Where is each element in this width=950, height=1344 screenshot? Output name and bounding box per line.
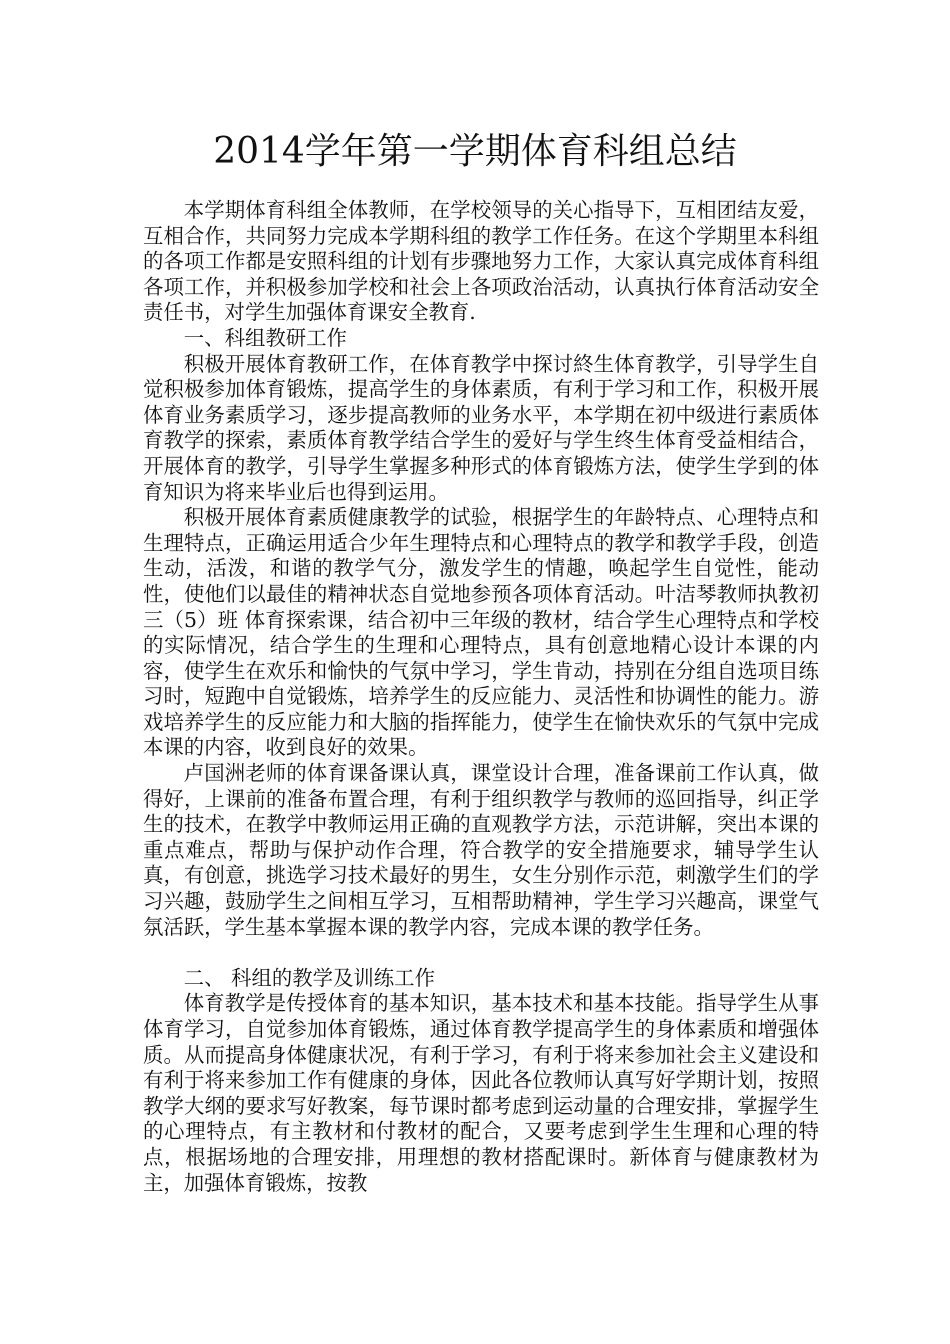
- research-paragraph-2: 积极开展体育素质健康教学的试验，根据学生的年龄特点、心理特点和生理特点，正确运用适合少年生理特点和心理特点的教学和教学手段，创造生动，活泼，和谐的教学气分，激发学生的情趣，唤起学生自觉性，能动性，使他们以最佳的精神状态自觉地参预各项体育活动。叶洁琴教师执教初三（5）班 体育探索课，结合初中三年级的教材，结合学生心理特点和学校的实际情况，结合学生的生理和心理特点，具有创意地精心设计本课的内容，使学生在欢乐和愉快的气氛中学习，学生肯动，持别在分组自选项目练习时，短跑中自觉锻炼，培养学生的反应能力、灵活性和协调性的能力。游戏培养学生的反应能力和大脑的指挥能力，使学生在愉快欢乐的气氛中完成本课的内容，收到良好的效果。: [143, 505, 819, 760]
- research-paragraph-3: 卢国洲老师的体育课备课认真，课堂设计合理，准备课前工作认真，做得好，上课前的准备布置合理，有利于组织教学与教师的巡回指导，纠正学生的技术，在教学中教师运用正确的直观教学方法，示范讲解，突出本课的重点难点，帮助与保护动作合理，符合教学的安全措施要求，辅导学生认真，有创意，挑选学习技术最好的男生，女生分别作示范，刺激学生们的学习兴趣，鼓励学生之间相互学习，互相帮助精神，学生学习兴趣高，课堂气氛活跃，学生基本掌握本课的教学内容，完成本课的教学任务。: [143, 761, 819, 939]
- document-body: [143, 198, 819, 1196]
- teaching-paragraph-1: 体育教学是传授体育的基本知识，基本技术和基本技能。指导学生从事体育学习，自觉参加体育锻炼，通过体育教学提高学生的身体素质和增强体质。从而提高身体健康状况，有利于学习，有利于将来参加社会主义建设和有利于将来参加工作有健康的身体，因此各位教师认真写好学期计划，按照教学大纲的要求写好教案，每节课时都考虑到运动量的合理安排，掌握学生的心理特点，有主教材和付教材的配合，又要考虑到学生生理和心理的特点，根据场地的合理安排，用理想的教材搭配课时。新体育与健康教材为主，加强体育锻炼，按教: [143, 991, 819, 1195]
- intro-paragraph: 本学期体育科组全体教师，在学校领导的关心指导下，互相团结友爱，互相合作，共同努力完成本学期科组的教学工作任务。在这个学期里本科组的各项工作都是安照科组的计划有步骤地努力工作，大家认真完成体育科组各项工作，并积极参加学校和社会上各项政治活动，认真执行体育活动安全责任书，对学生加强体育课安全教育.: [143, 198, 819, 325]
- research-paragraph-1: 积极开展体育教研工作，在体育教学中探讨終生体育教学，引导学生自觉积极参加体育锻炼，提高学生的身体素质，有利于学习和工作，积极开展体育业务素质学习，逐步提高教师的业务水平，本学期在初中级进行素质体育教学的探索，素质体育教学结合学生的爱好与学生终生体育受益相结合，开展体育的教学，引导学生掌握多种形式的体育锻炼方法，使学生学到的体育知识为将来毕业后也得到运用。: [143, 351, 819, 504]
- paragraph-gap: [143, 940, 819, 966]
- section-heading-2: 二、 科组的教学及训练工作: [183, 965, 435, 990]
- section-heading-1: 一、科组教研工作: [183, 325, 347, 350]
- document-title: 2014学年第一学期体育科组总结: [213, 131, 737, 172]
